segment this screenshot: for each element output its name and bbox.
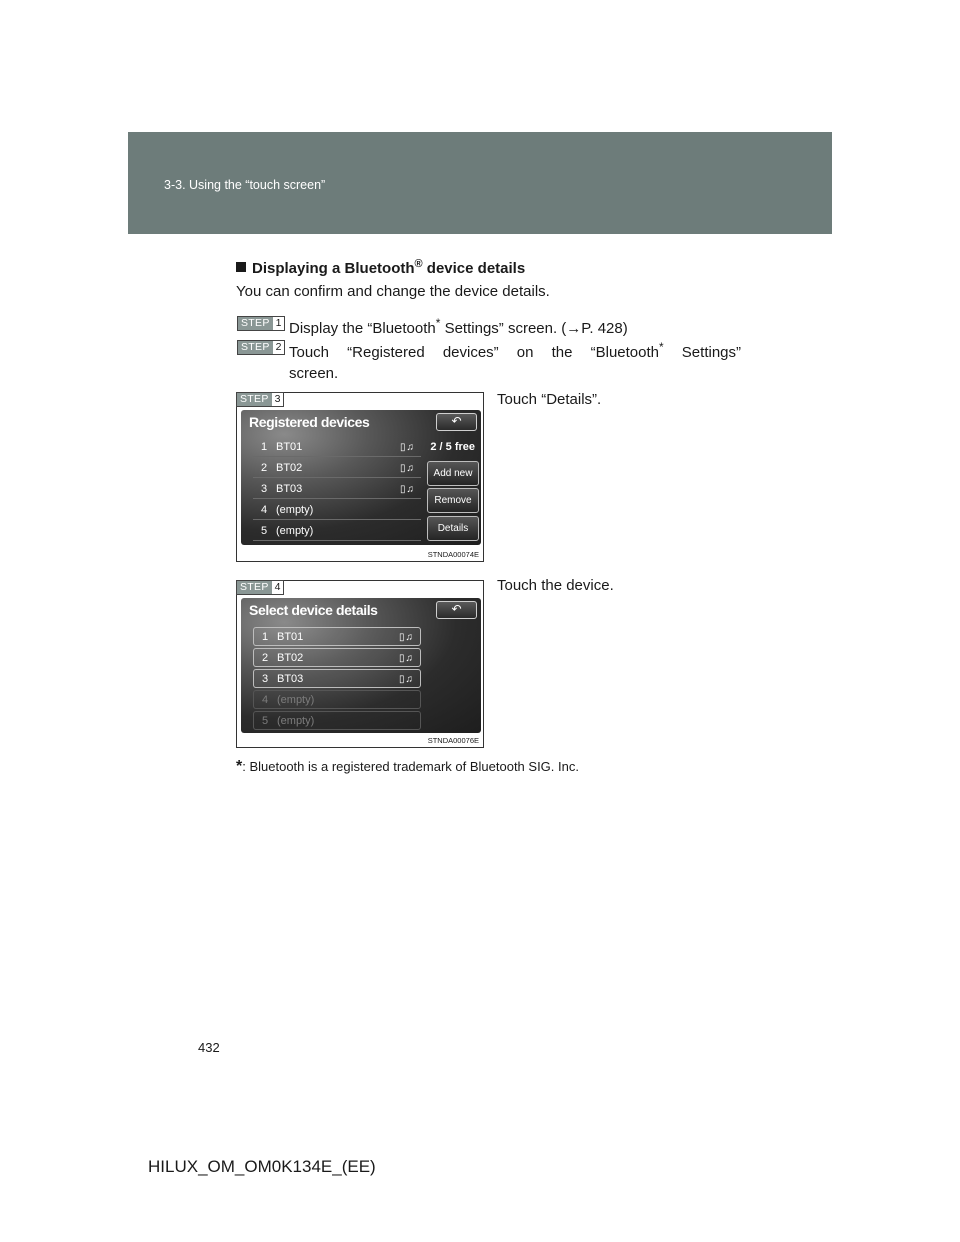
device-row: 4 (empty) <box>253 690 421 709</box>
phone-music-icon: ▯♫ <box>398 632 414 643</box>
section-heading: Displaying a Bluetooth® device details <box>236 258 525 277</box>
select-device-figure <box>236 580 484 748</box>
phone-music-icon: ▯♫ <box>398 674 414 685</box>
registered-devices-figure <box>236 392 484 562</box>
device-row[interactable]: 4 (empty) <box>253 501 421 520</box>
back-arrow-icon: ↶ <box>451 602 462 616</box>
footnote: *: Bluetooth is a registered trademark of Bluetooth SIG. Inc. <box>236 758 579 775</box>
step-1-badge: STEP 1 <box>237 316 285 331</box>
figure-code: STNDA00076E <box>427 736 479 745</box>
header-band <box>128 132 832 234</box>
back-button[interactable] <box>436 413 477 431</box>
page-number: 432 <box>198 1040 220 1055</box>
phone-music-icon: ▯♫ <box>399 442 415 453</box>
step-1-text: Display the “Bluetooth* Settings” screen. (→P. 428) <box>289 316 628 337</box>
screen-title: Select device details <box>249 602 378 618</box>
registered-devices-screen <box>241 410 481 545</box>
phone-music-icon: ▯♫ <box>398 653 414 664</box>
step-2-badge: STEP 2 <box>237 340 285 355</box>
section-title: 3-3. Using the “touch screen” <box>164 178 326 192</box>
device-row[interactable]: 3 BT03 ▯♫ <box>253 480 421 499</box>
device-row[interactable]: 5 (empty) <box>253 522 421 541</box>
step-3-badge: STEP 3 <box>236 392 284 407</box>
phone-music-icon: ▯♫ <box>399 484 415 495</box>
step-2-text: Touch “Registered devices” on the “Bluetooth* Settings” screen. <box>289 340 741 382</box>
step-4-badge: STEP 4 <box>236 580 284 595</box>
back-button[interactable] <box>436 601 477 619</box>
device-row[interactable]: 3 BT03 ▯♫ <box>253 669 421 688</box>
details-button[interactable]: Details <box>427 516 479 541</box>
device-row[interactable]: 2 BT02 ▯♫ <box>253 648 421 667</box>
screen-title: Registered devices <box>249 414 370 430</box>
device-row[interactable]: 1 BT01 ▯♫ <box>253 627 421 646</box>
add-new-button[interactable]: Add new <box>427 461 479 486</box>
device-row[interactable]: 1 BT01 ▯♫ <box>253 438 421 457</box>
document-code: HILUX_OM_OM0K134E_(EE) <box>148 1157 376 1176</box>
intro-text: You can confirm and change the device details. <box>236 283 550 300</box>
bullet-square-icon <box>236 262 246 272</box>
figure-code: STNDA00074E <box>427 550 479 559</box>
back-arrow-icon: ↶ <box>451 414 462 428</box>
step-4-text: Touch the device. <box>497 577 614 594</box>
step-3-text: Touch “Details”. <box>497 391 602 408</box>
remove-button[interactable]: Remove <box>427 488 479 513</box>
phone-music-icon: ▯♫ <box>399 463 415 474</box>
device-count: 2 / 5 free <box>430 441 475 453</box>
device-row: 5 (empty) <box>253 711 421 730</box>
device-row[interactable]: 2 BT02 ▯♫ <box>253 459 421 478</box>
select-device-screen <box>241 598 481 733</box>
